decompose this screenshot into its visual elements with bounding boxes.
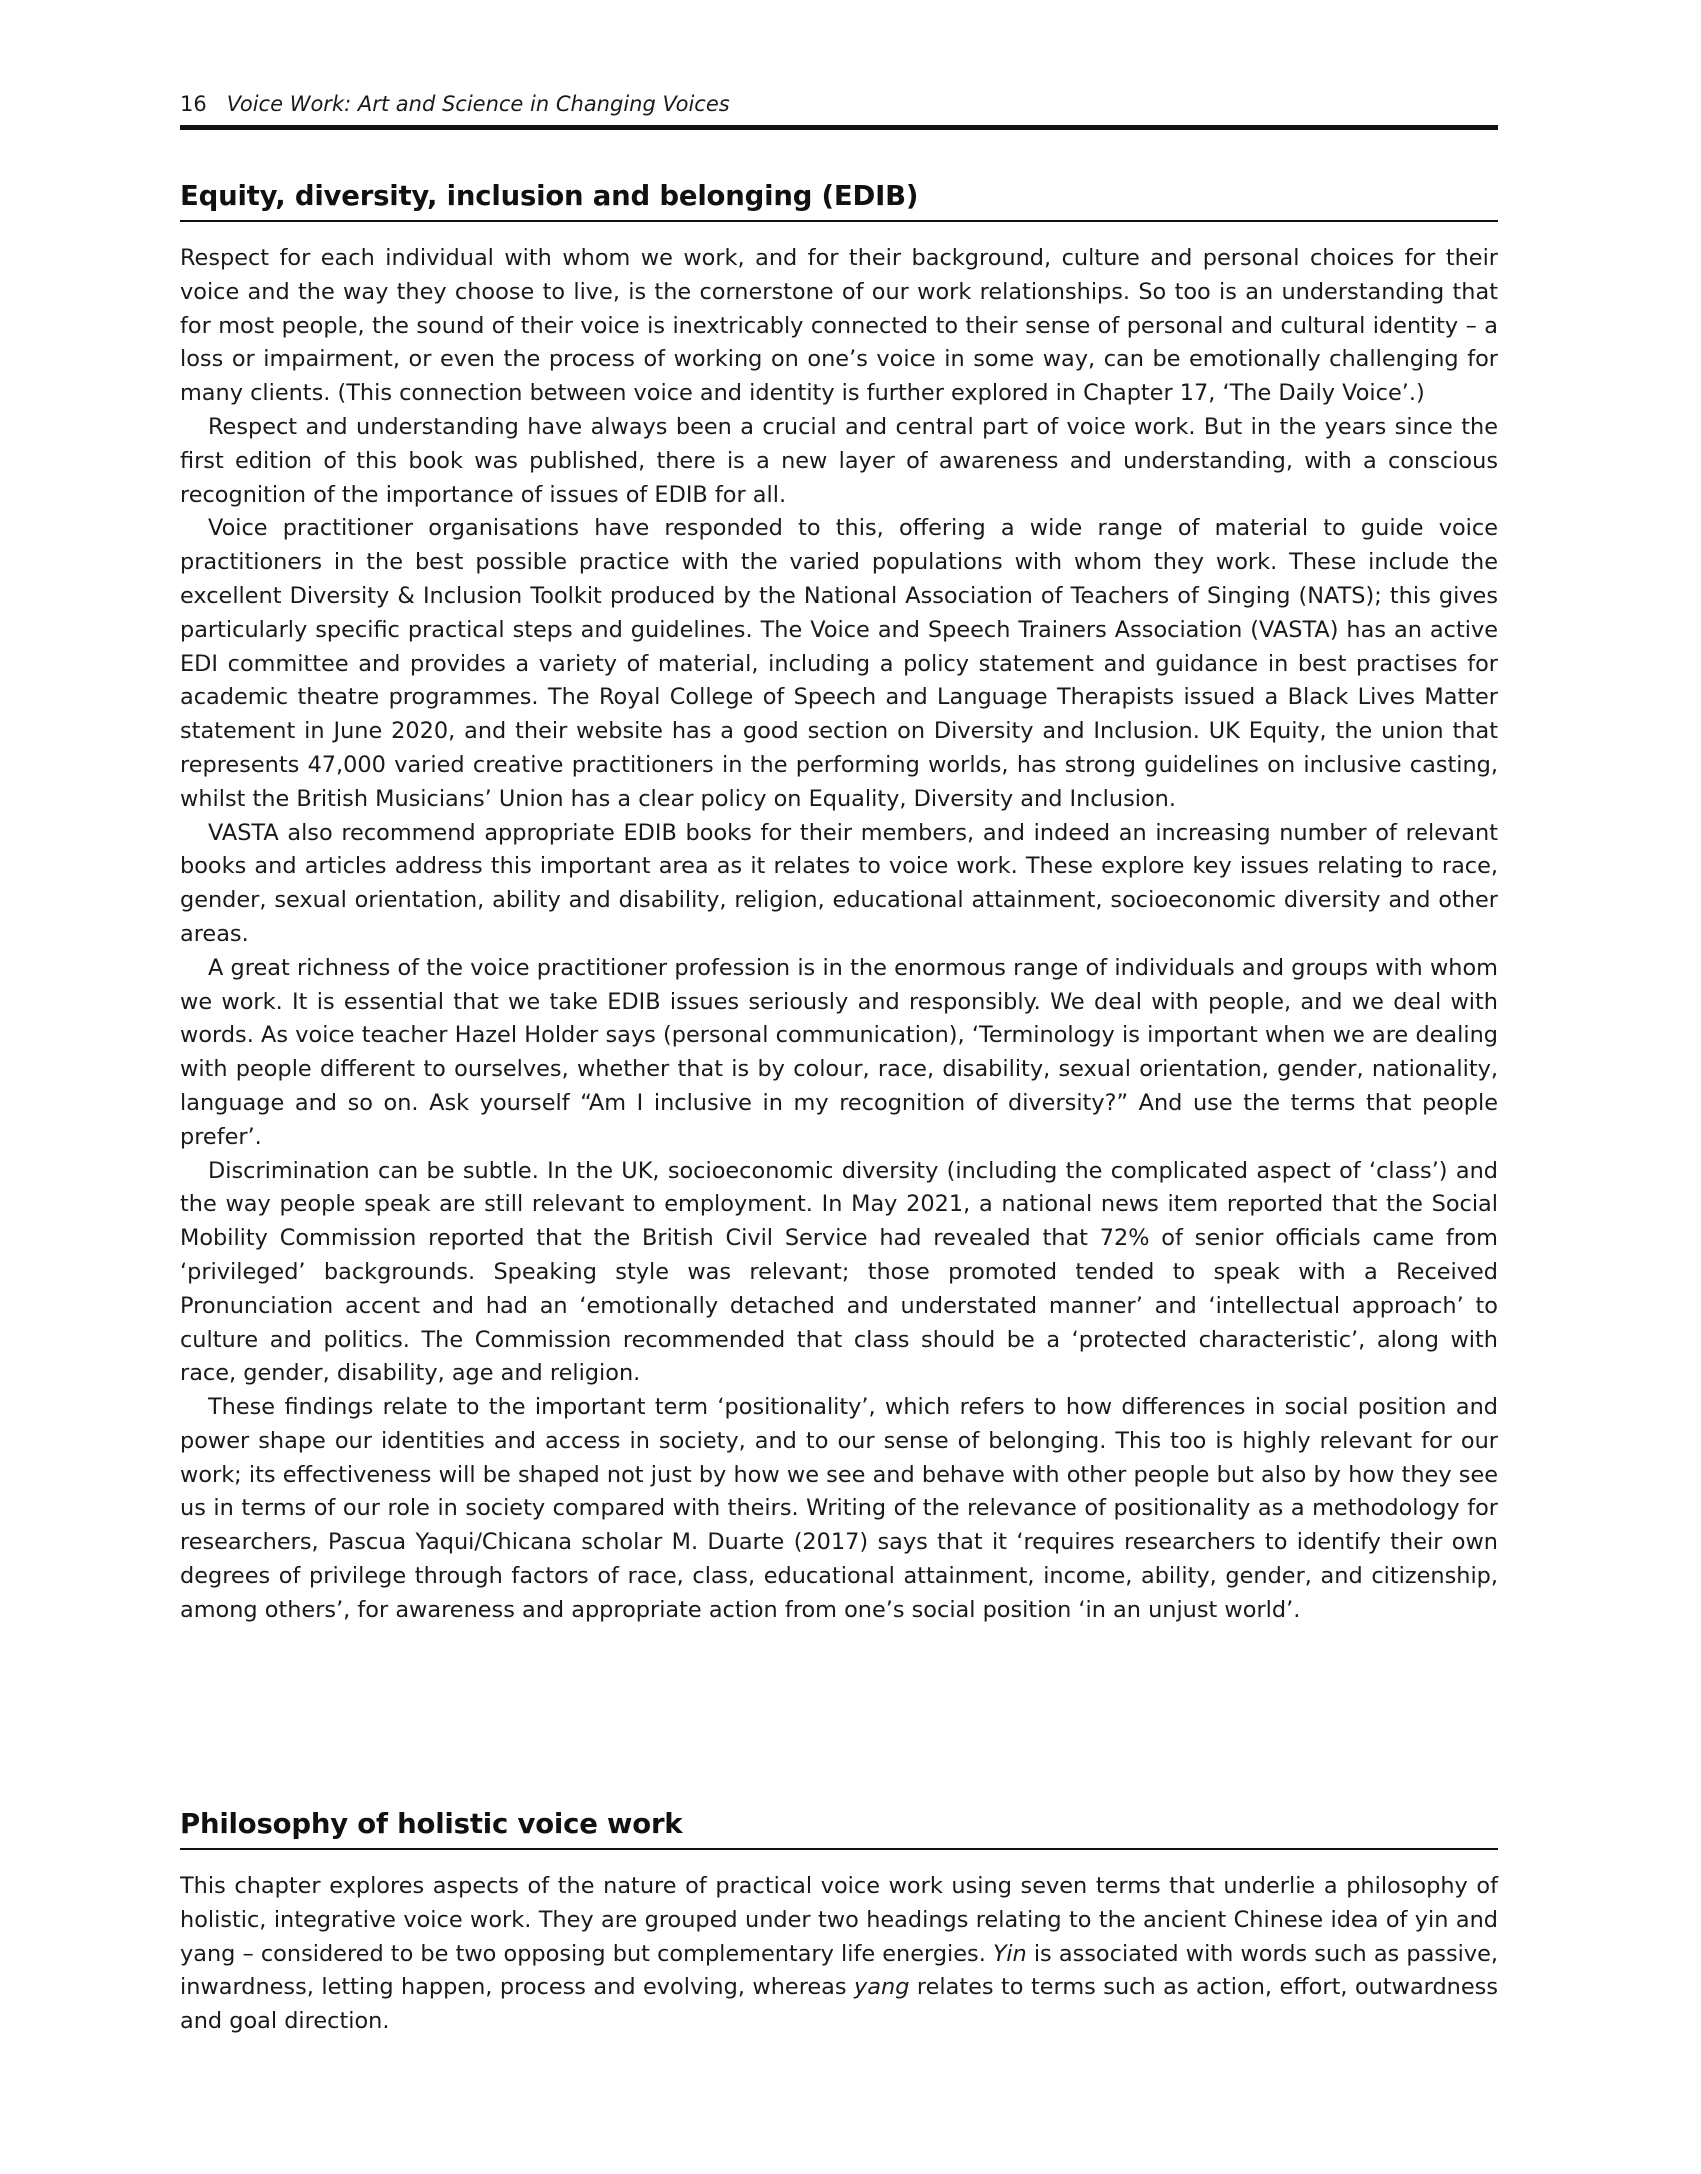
paragraph: These findings relate to the important term ‘positionality’, which refers to how differences in social position and power shape our identities and access in society, and to our sense of belonging. This too is highly relevant for our work; its effectiveness will be shaped not just by how we see and behave with other people but also by how they see us in terms of our role in society compared with theirs. Writing of the relevance of positionality as a methodology for researchers, Pascua Yaqui/Chicana scholar M. Duarte (2017) says that it ‘requires researchers to identify their own degrees of privilege through factors of race, class, educational attainment, income, ability, gender, and citizenship, among others’, for awareness and appropriate action from one’s social position ‘in an unjust world’. — [180, 1394, 1498, 1623]
paragraph: A great richness of the voice practitioner profession is in the enormous range of individuals and groups with whom we work. It is essential that we take EDIB issues seriously and responsibly. We deal with people, and we deal with words. As voice teacher Hazel Holder says (personal communication), ‘Terminology is important when we are dealing with people different to ourselves, whether that is by colour, race, disability, sexual orientation, gender, nationality, language and so on. Ask yourself “Am I inclusive in my recognition of diversity?” And use the terms that people prefer’. — [180, 954, 1498, 1150]
book-title: Voice Work: Art and Science in Changing Voices — [226, 92, 730, 116]
section-philosophy — [180, 1806, 1498, 2039]
section-edib — [180, 178, 1498, 1628]
text-run: relates to terms such as action, effort, outwardness and goal direction. — [180, 1974, 1498, 2035]
section-body — [180, 1870, 1498, 2039]
text-run: is associated with words such as passive, inwardness, letting happen, process and evolving, whereas — [180, 1940, 1498, 2001]
section-body — [180, 242, 1498, 1628]
paragraph: VASTA also recommend appropriate EDIB books for their members, and indeed an increasing number of relevant books and articles address this important area as it relates to voice work. These explore key issues relating to race, gender, sexual orientation, ability and disability, religion, educational attainment, socioeconomic diversity and other areas. — [180, 819, 1498, 947]
paragraph: Discrimination can be subtle. In the UK, socioeconomic diversity (including the complicated aspect of ‘class’) and the way people speak are still relevant to employment. In May 2021, a national news item reported that the Social Mobility Commission reported that the British Civil Service had revealed that 72% of senior officials came from ‘privileged’ backgrounds. Speaking style was relevant; those promoted tended to speak with a Received Pronunciation accent and had an ‘emotionally detached and understated manner’ and ‘intellectual approach’ to culture and politics. The Commission recommended that class should be a ‘protected characteristic’, along with race, gender, disability, age and religion. — [180, 1157, 1498, 1387]
section-heading: Equity, diversity, inclusion and belonging (EDIB) — [180, 178, 1498, 222]
paragraph: Voice practitioner organisations have responded to this, offering a wide range of material to guide voice practitioners in the best possible practice with the varied populations with whom they work. These include the excellent Diversity & Inclusion Toolkit produced by the National Association of Teachers of Singing (NATS); this gives particularly specific practical steps and guidelines. The Voice and Speech Trainers Association (VASTA) has an active EDI committee and provides a variety of material, including a policy statement and guidance in best practises for academic theatre programmes. The Royal College of Speech and Language Therapists issued a Black Lives Matter statement in June 2020, and their website has a good section on Diversity and Inclusion. UK Equity, the union that represents 47,000 varied creative practitioners in the performing worlds, has strong guidelines on inclusive casting, whilst the British Musicians’ Union has a clear policy on Equality, Diversity and Inclusion. — [180, 515, 1498, 812]
emphasis-yang: yang — [854, 1974, 910, 2001]
section-heading: Philosophy of holistic voice work — [180, 1806, 1498, 1850]
page-number: 16 — [180, 92, 207, 116]
text-run: This chapter explores aspects of the nature of practical voice work using seven terms that underlie a philosophy of holistic, integrative voice work. They are grouped under two headings relating to the ancient Chinese idea of yin and yang – considered to be two opposing but complementary life energies. — [180, 1873, 1498, 1967]
paragraph: Respect and understanding have always been a crucial and central part of voice work. But in the years since the first edition of this book was published, there is a new layer of awareness and understanding, with a conscious recognition of the importance of issues of EDIB for all. — [180, 413, 1498, 508]
running-head — [180, 90, 1498, 118]
paragraph — [180, 1870, 1498, 2039]
paragraph: Respect for each individual with whom we work, and for their background, culture and personal choices for their voice and the way they choose to live, is the cornerstone of our work relationships. So too is an understanding that for most people, the sound of their voice is inextricably connected to their sense of personal and cultural identity – a loss or impairment, or even the process of working on one’s voice in some way, can be emotionally challenging for many clients. (This connection between voice and identity is further explored in Chapter 17, ‘The Daily Voice’.) — [180, 245, 1498, 407]
emphasis-yin: Yin — [992, 1940, 1027, 1967]
header-rule — [180, 125, 1498, 130]
